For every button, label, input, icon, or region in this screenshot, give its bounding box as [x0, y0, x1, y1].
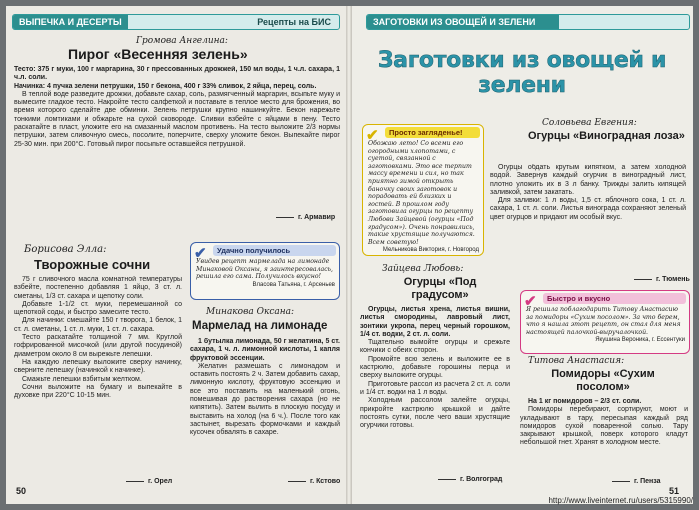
pie-title: Пирог «Весенняя зелень»: [68, 46, 248, 62]
amazing-head: Просто загляденье!: [385, 127, 480, 138]
degree-p3: Промойте всю зелень и выложите ее в кастрюлю, добавьте горошины перца и сверху выложите огурцы.: [360, 355, 510, 380]
amazing-text: Обожаю лето! Со всеми его огородными хлопотами, с суетой, связанной с заготовками. Это все терпит массу времени и сил, но так приятно зимой открыть баночку своих заготовок и порадовать ей близких и гостей. В прошлом году заготовила огурцы по рецепту Любови Зайцевой (огурцы «Под градусом»). Очень понравились, такие хрустящие получаются. Всем советую!: [368, 140, 475, 246]
quick-box: [520, 290, 690, 354]
tomato-author: Титова Анастасия:: [528, 356, 625, 366]
grape-title: Огурцы «Виноградная лоза»: [528, 130, 685, 142]
pie-city: г. Армавир: [276, 214, 335, 221]
curd-title: Творожные сочни: [34, 257, 151, 272]
curd-p4: Тесто раскатайте толщиной 7 мм. Круглой гофрированной мисочкой (или другой посудиной) диаметром около 8 см вырежьте лепешки.: [14, 334, 182, 358]
grape-p2: Для заливки: 1 л воды, 1,5 ст. яблочного сока, 1 ст. л. сахара, 1 ст. л. соли. Листья винограда сохраняют зеленый цвет огурцов и придают им особый вкус.: [490, 197, 686, 221]
degree-p1: Огурцы, листья хрена, листья вишни, листья смородины, лавровый лист, зонтики укропа, перец черный горошком, 1/4 ст. водки, 2 ст. л. соли.: [360, 306, 510, 338]
quick-text: Я решила поблагодарить Титову Анастасию за помидоры «Сухим посолом». За что берем, что я нашла этот рецепт, он стал для меня настоящей палочкой-выручалочкой.: [526, 306, 681, 336]
quick-sign: Якушина Вероника, г. Ессентуки: [595, 337, 685, 344]
tomato-title: Помидоры «Сухим посолом»: [551, 368, 655, 393]
degree-p2: Тщательно вымойте огурцы и срежьте кончики с обеих сторон.: [360, 339, 510, 355]
tomato-p1: На 1 кг помидоров – 2/3 ст. соли.: [528, 398, 642, 405]
curd-p5: На каждую лепешку выложите сверху начинку, сверните лепешку (начинкой к начинке).: [14, 358, 182, 375]
section-header-right: Рецепты на БИС: [257, 17, 331, 27]
grape-p1: Огурцы обдать крутым кипятком, а затем холодной водой. Завернув каждый огурчик в виноградный лист, плотно уложить их в 3 л банку. Трижды залить кипящей заливкой, затем закатать.: [490, 164, 686, 196]
curd-text: [14, 276, 182, 474]
degree-p5: Холодным рассолом залейте огурцы, прикройте кастрюлю крышкой и дайте постоять сутки, после чего ваши хрустящие огурчики готовы.: [360, 397, 510, 430]
curd-p2: Добавьте 1-1/2 ст. муки, перемешанной со щепоткой соды, и быстро замесите тесто.: [14, 300, 182, 317]
pie-author: Громова Ангелина:: [136, 36, 228, 46]
lucky-box: [190, 242, 340, 300]
section-header: [12, 14, 340, 30]
degree-p4: Приготовьте рассол из расчета 2 ст. л. соли и 1/4 ст. водки на 1 л воды.: [360, 380, 510, 396]
grape-author: Соловьева Евгения:: [542, 118, 637, 128]
lucky-sign: Власова Татьяна, г. Арсеньев: [252, 281, 335, 288]
left-page: [6, 6, 346, 504]
checkmark-icon: ✔: [366, 127, 379, 144]
right-page: [352, 6, 693, 504]
marmalade-title: Мармелад на лимонаде: [192, 320, 328, 332]
watermark-url: http://www.liveinternet.ru/users/5315990/: [548, 496, 693, 505]
degree-city: г. Волгоград: [438, 476, 502, 483]
tomato-p2: Помидоры перебирают, сортируют, моют и укладывают в тару, пересыпая каждый ряд помидоров сухой поваренной солью. Тару закрывают крышкой, поверх которого кладут небольшой гнет. Хранят в холодном месте.: [520, 406, 688, 447]
section-header-right-page: [366, 14, 690, 30]
right-header-label: ЗАГОТОВКИ ИЗ ОВОЩЕЙ И ЗЕЛЕНИ: [367, 15, 559, 29]
grape-city: г. Тюмень: [634, 276, 690, 283]
checkmark-icon: ✔: [194, 245, 207, 262]
quick-head: Быстро и вкусно: [543, 293, 686, 304]
tomato-city: г. Пенза: [612, 478, 661, 485]
degree-author: Зайцева Любовь:: [382, 264, 464, 274]
curd-p3: Для начинки: смешайте 150 г творога, 1 белок, 1 ст. л. сметаны, 1 ст. л. муки, 1 ст. л. сахара.: [14, 317, 182, 333]
lucky-head: Удачно получилось: [213, 245, 336, 256]
pie-text: [14, 66, 340, 228]
grape-text: [490, 164, 686, 274]
marmalade-city: г. Кстово: [288, 478, 340, 485]
section-header-left: ВЫПЕЧКА И ДЕСЕРТЫ: [13, 15, 128, 29]
degree-title: Огурцы «Под градусом»: [403, 276, 477, 301]
pie-method: В теплой воде разведите дрожжи, добавьте сахар, соль, размягченный маргарин, всыпьте муку и вымесите гладкое тесто. Накройте тесто салфеткой и поставьте в теплое место для брожения, во время которого сделайте две обминки. Зелень петрушки крупно нашинкуйте. Бекон нарежьте тонкими ломтиками и обжарьте на сухой сковороде. Сливки взбейте с яйцами в пену. Тесто раскатайте в пласт, уложите его на смазанный маслом противень. На тесто выложите 2/3 нормы петрушки, затем сливочную смесь, посолите, поперчите, сверху уложите бекон. Выпекайте пирог 25-30 мин. при 200°С. Готовый пирог посыпьте оставшейся петрушкой.: [14, 90, 340, 148]
curd-p7: Сочни выложите на бумагу и выпекайте в духовке при 220°С 10-15 мин.: [14, 383, 182, 400]
marmalade-p1: 1 бутылка лимонада, 50 г желатина, 5 ст. сахара, 1 ч. л. лимонной кислоты, 1 капля фруктовой эссенции.: [190, 338, 340, 362]
marmalade-p2: Желатин размешать с лимонадом и оставить постоять 2 ч. Затем добавить сахар, лимонную кислоту, фруктовую эссенцию и все это поставить на маленький огонь, помешивая до растворения сахара (но не кипятить). Затем вылить в плоскую посуду и выставить на холод (на 6 ч.). После того как застынет, вырезать формочками и каждый кусочек обвалять в сахаре.: [190, 362, 340, 437]
pie-filling: Начинка: 4 пучка зелени петрушки, 150 г бекона, 400 г 33% сливок, 2 яйца, перец, соль.: [14, 82, 317, 90]
page-number-left: 50: [16, 486, 27, 496]
curd-city: г. Орел: [126, 478, 172, 485]
marmalade-text: [190, 338, 340, 476]
lucky-text: Увидев рецепт мармелада на лимонаде Минаковой Оксаны, я заинтересовалась, решила его сама. Получилось вкусно!: [196, 258, 334, 281]
curd-author: Борисова Элла:: [24, 244, 107, 255]
curd-p6: Смажьте лепешки взбитым желтком.: [22, 375, 142, 383]
degree-text: [360, 306, 510, 472]
tomato-text: [520, 398, 688, 478]
marmalade-author: Минакова Оксана:: [206, 307, 295, 317]
amazing-box: [362, 124, 484, 256]
curd-p1: 75 г сливочного масла комнатной температуры взбейте, постепенно добавляя 1 яйцо, 3 ст. л. сметаны, 1/3 ст. сахара и щепотку соли.: [14, 276, 182, 300]
amazing-sign: Мельникова Виктория, г. Новгород: [382, 247, 479, 254]
checkmark-icon: ✔: [524, 293, 537, 310]
page-number-right: 51: [668, 486, 679, 496]
big-title: Заготовки из овощей и зелени: [377, 48, 667, 98]
pie-dough: Тесто: 375 г муки, 100 г маргарина, 30 г прессованных дрожжей, 150 мл воды, 1 ч.л. сахара, 1 ч.л. соли.: [14, 66, 340, 82]
